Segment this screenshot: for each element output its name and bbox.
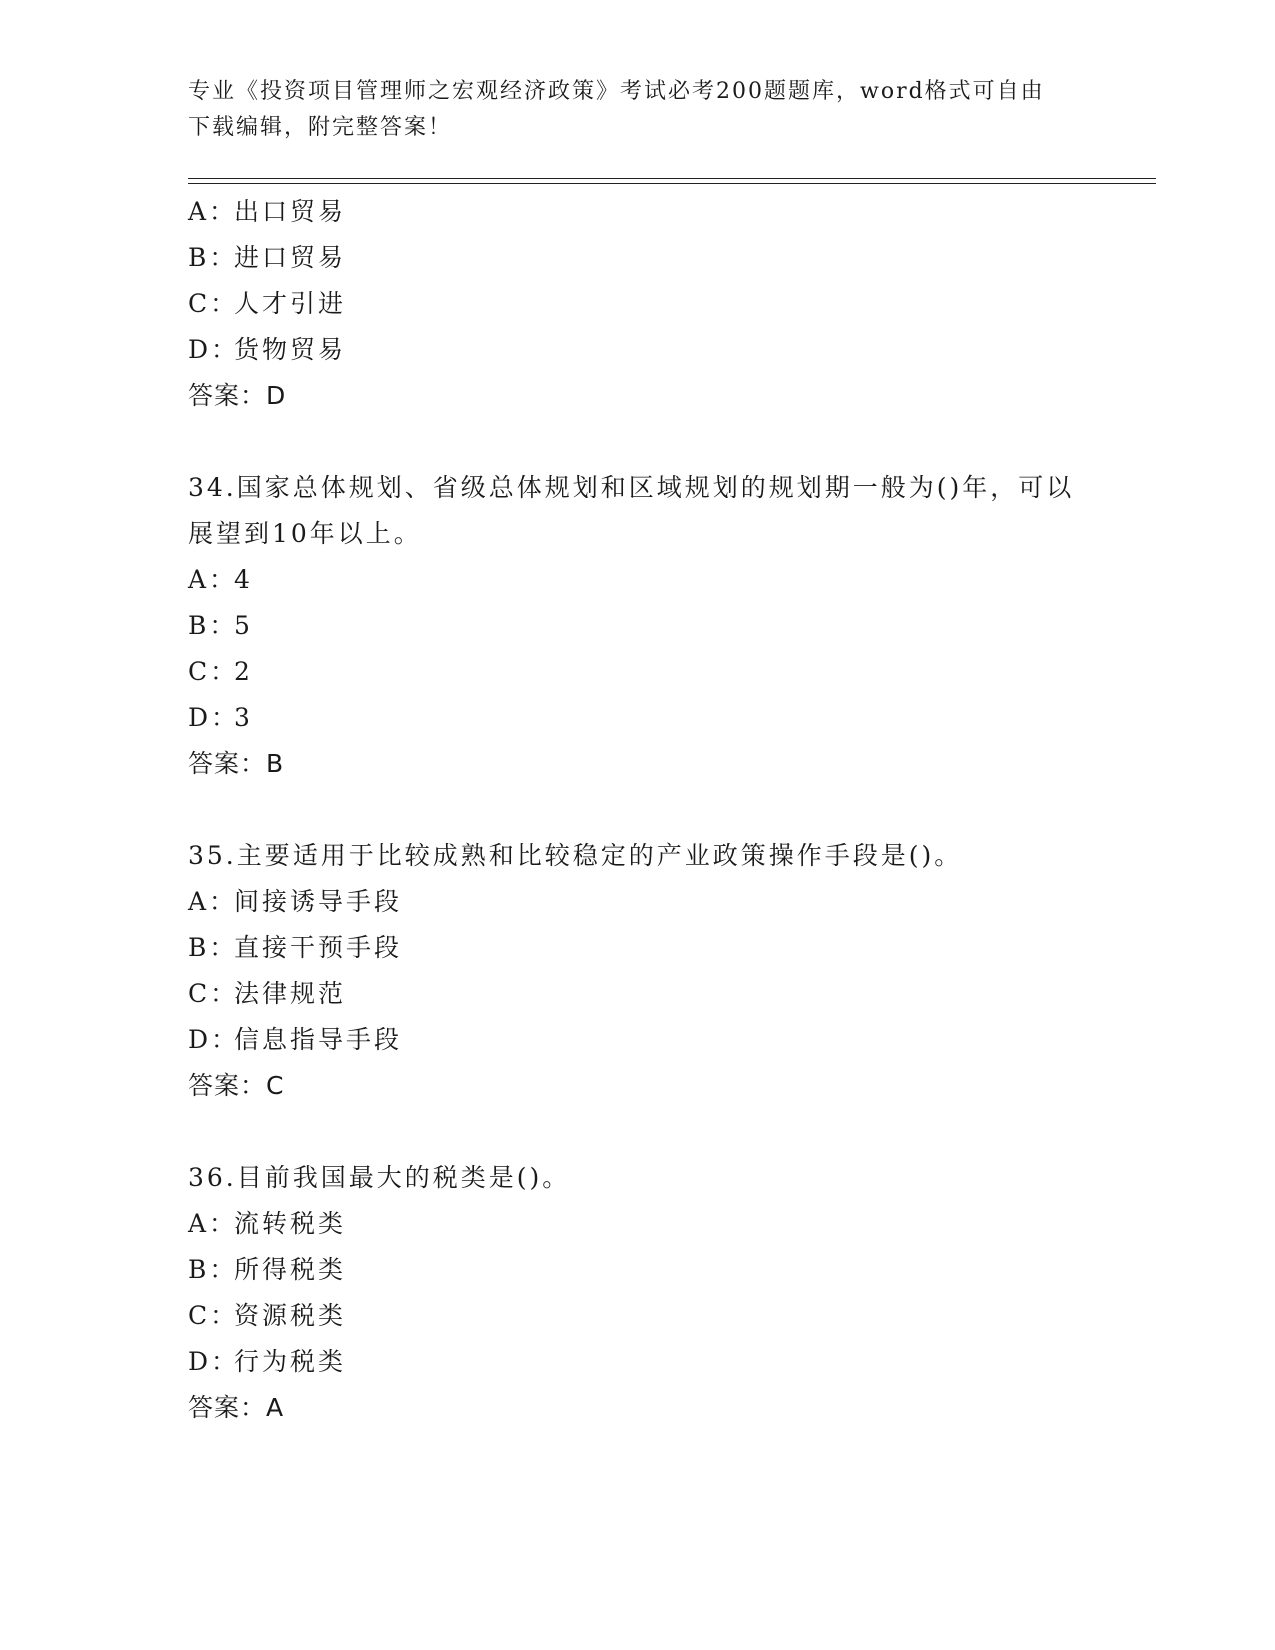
question-block — [188, 189, 1088, 419]
option-a: A：间接诱导手段 — [188, 887, 403, 916]
option-c: C：2 — [188, 657, 253, 686]
answer: 答案：A — [188, 1393, 285, 1422]
document-header: 专业《投资项目管理师之宏观经济政策》考试必考200题题库，word格式可自由下载编辑，附完整答案！ — [188, 79, 1045, 140]
question-list — [188, 189, 1088, 1431]
answer: 答案：D — [188, 381, 287, 410]
option-a: A：4 — [188, 565, 253, 594]
option-b: B：进口贸易 — [188, 243, 347, 272]
option-d: D：行为税类 — [188, 1347, 347, 1376]
spacer — [188, 1109, 1088, 1155]
header-rule-bottom — [188, 183, 1156, 184]
option-a: A：出口贸易 — [188, 197, 347, 226]
question-block — [188, 833, 1088, 1109]
question-stem: 34.国家总体规划、省级总体规划和区域规划的规划期一般为()年，可以展望到10年以上。 — [188, 473, 1075, 548]
answer: 答案：B — [188, 749, 285, 778]
spacer — [188, 419, 1088, 465]
option-c: C：法律规范 — [188, 979, 347, 1008]
question-stem: 35.主要适用于比较成熟和比较稳定的产业政策操作手段是()。 — [188, 841, 963, 870]
option-a: A：流转税类 — [188, 1209, 347, 1238]
header-rule-top — [188, 178, 1156, 179]
option-d: D：3 — [188, 703, 253, 732]
answer: 答案：C — [188, 1071, 285, 1100]
option-c: C：人才引进 — [188, 289, 347, 318]
option-d: D：货物贸易 — [188, 335, 347, 364]
question-block — [188, 465, 1088, 787]
spacer — [188, 787, 1088, 833]
question-stem: 36.目前我国最大的税类是()。 — [188, 1163, 571, 1192]
option-c: C：资源税类 — [188, 1301, 347, 1330]
question-block — [188, 1155, 1088, 1431]
option-d: D：信息指导手段 — [188, 1025, 403, 1054]
option-b: B：直接干预手段 — [188, 933, 403, 962]
option-b: B：所得税类 — [188, 1255, 347, 1284]
option-b: B：5 — [188, 611, 253, 640]
